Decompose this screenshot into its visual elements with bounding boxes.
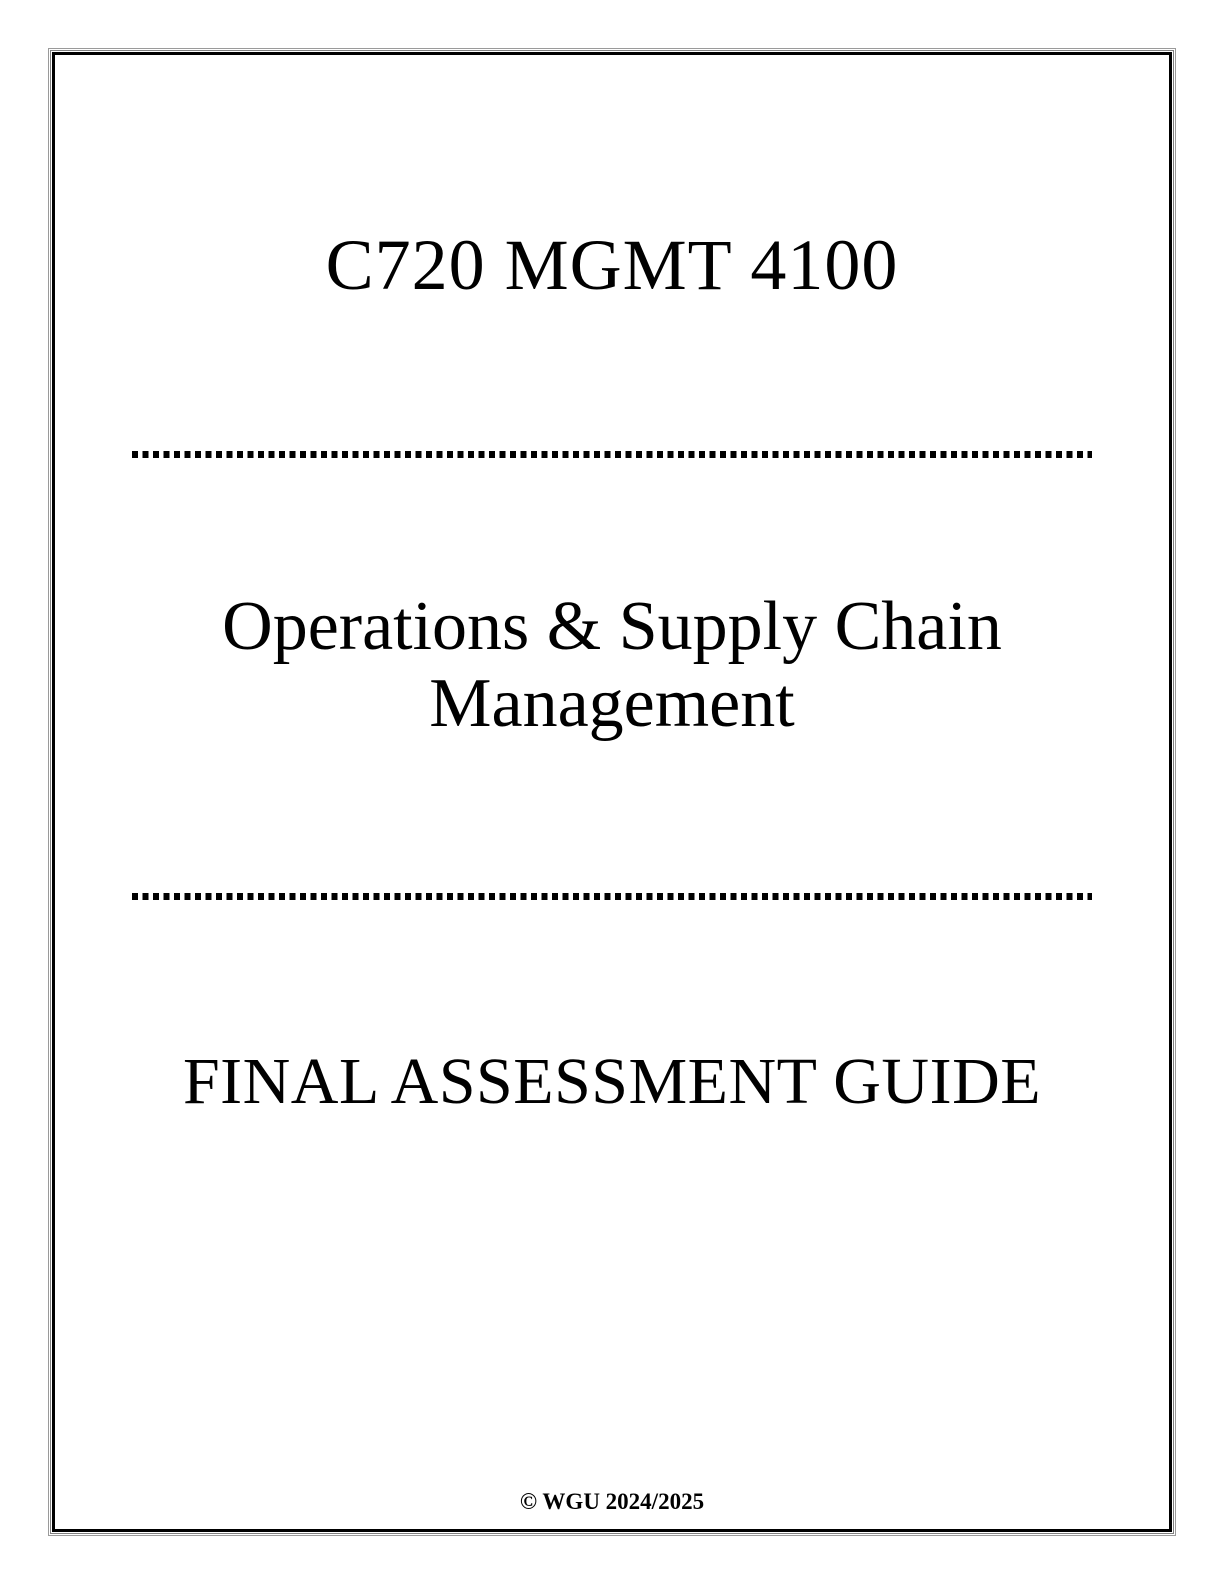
dotted-divider-bottom	[132, 893, 1092, 900]
course-code-title: C720 MGMT 4100	[325, 225, 899, 305]
course-title-line-2: Management	[429, 665, 795, 742]
assessment-guide-heading: FINAL ASSESSMENT GUIDE	[182, 1045, 1042, 1118]
copyright-footer: © WGU 2024/2025	[519, 1489, 705, 1514]
dotted-divider-top	[132, 451, 1092, 458]
course-title	[0, 588, 1224, 742]
course-title-line-1: Operations & Supply Chain	[222, 588, 1002, 665]
